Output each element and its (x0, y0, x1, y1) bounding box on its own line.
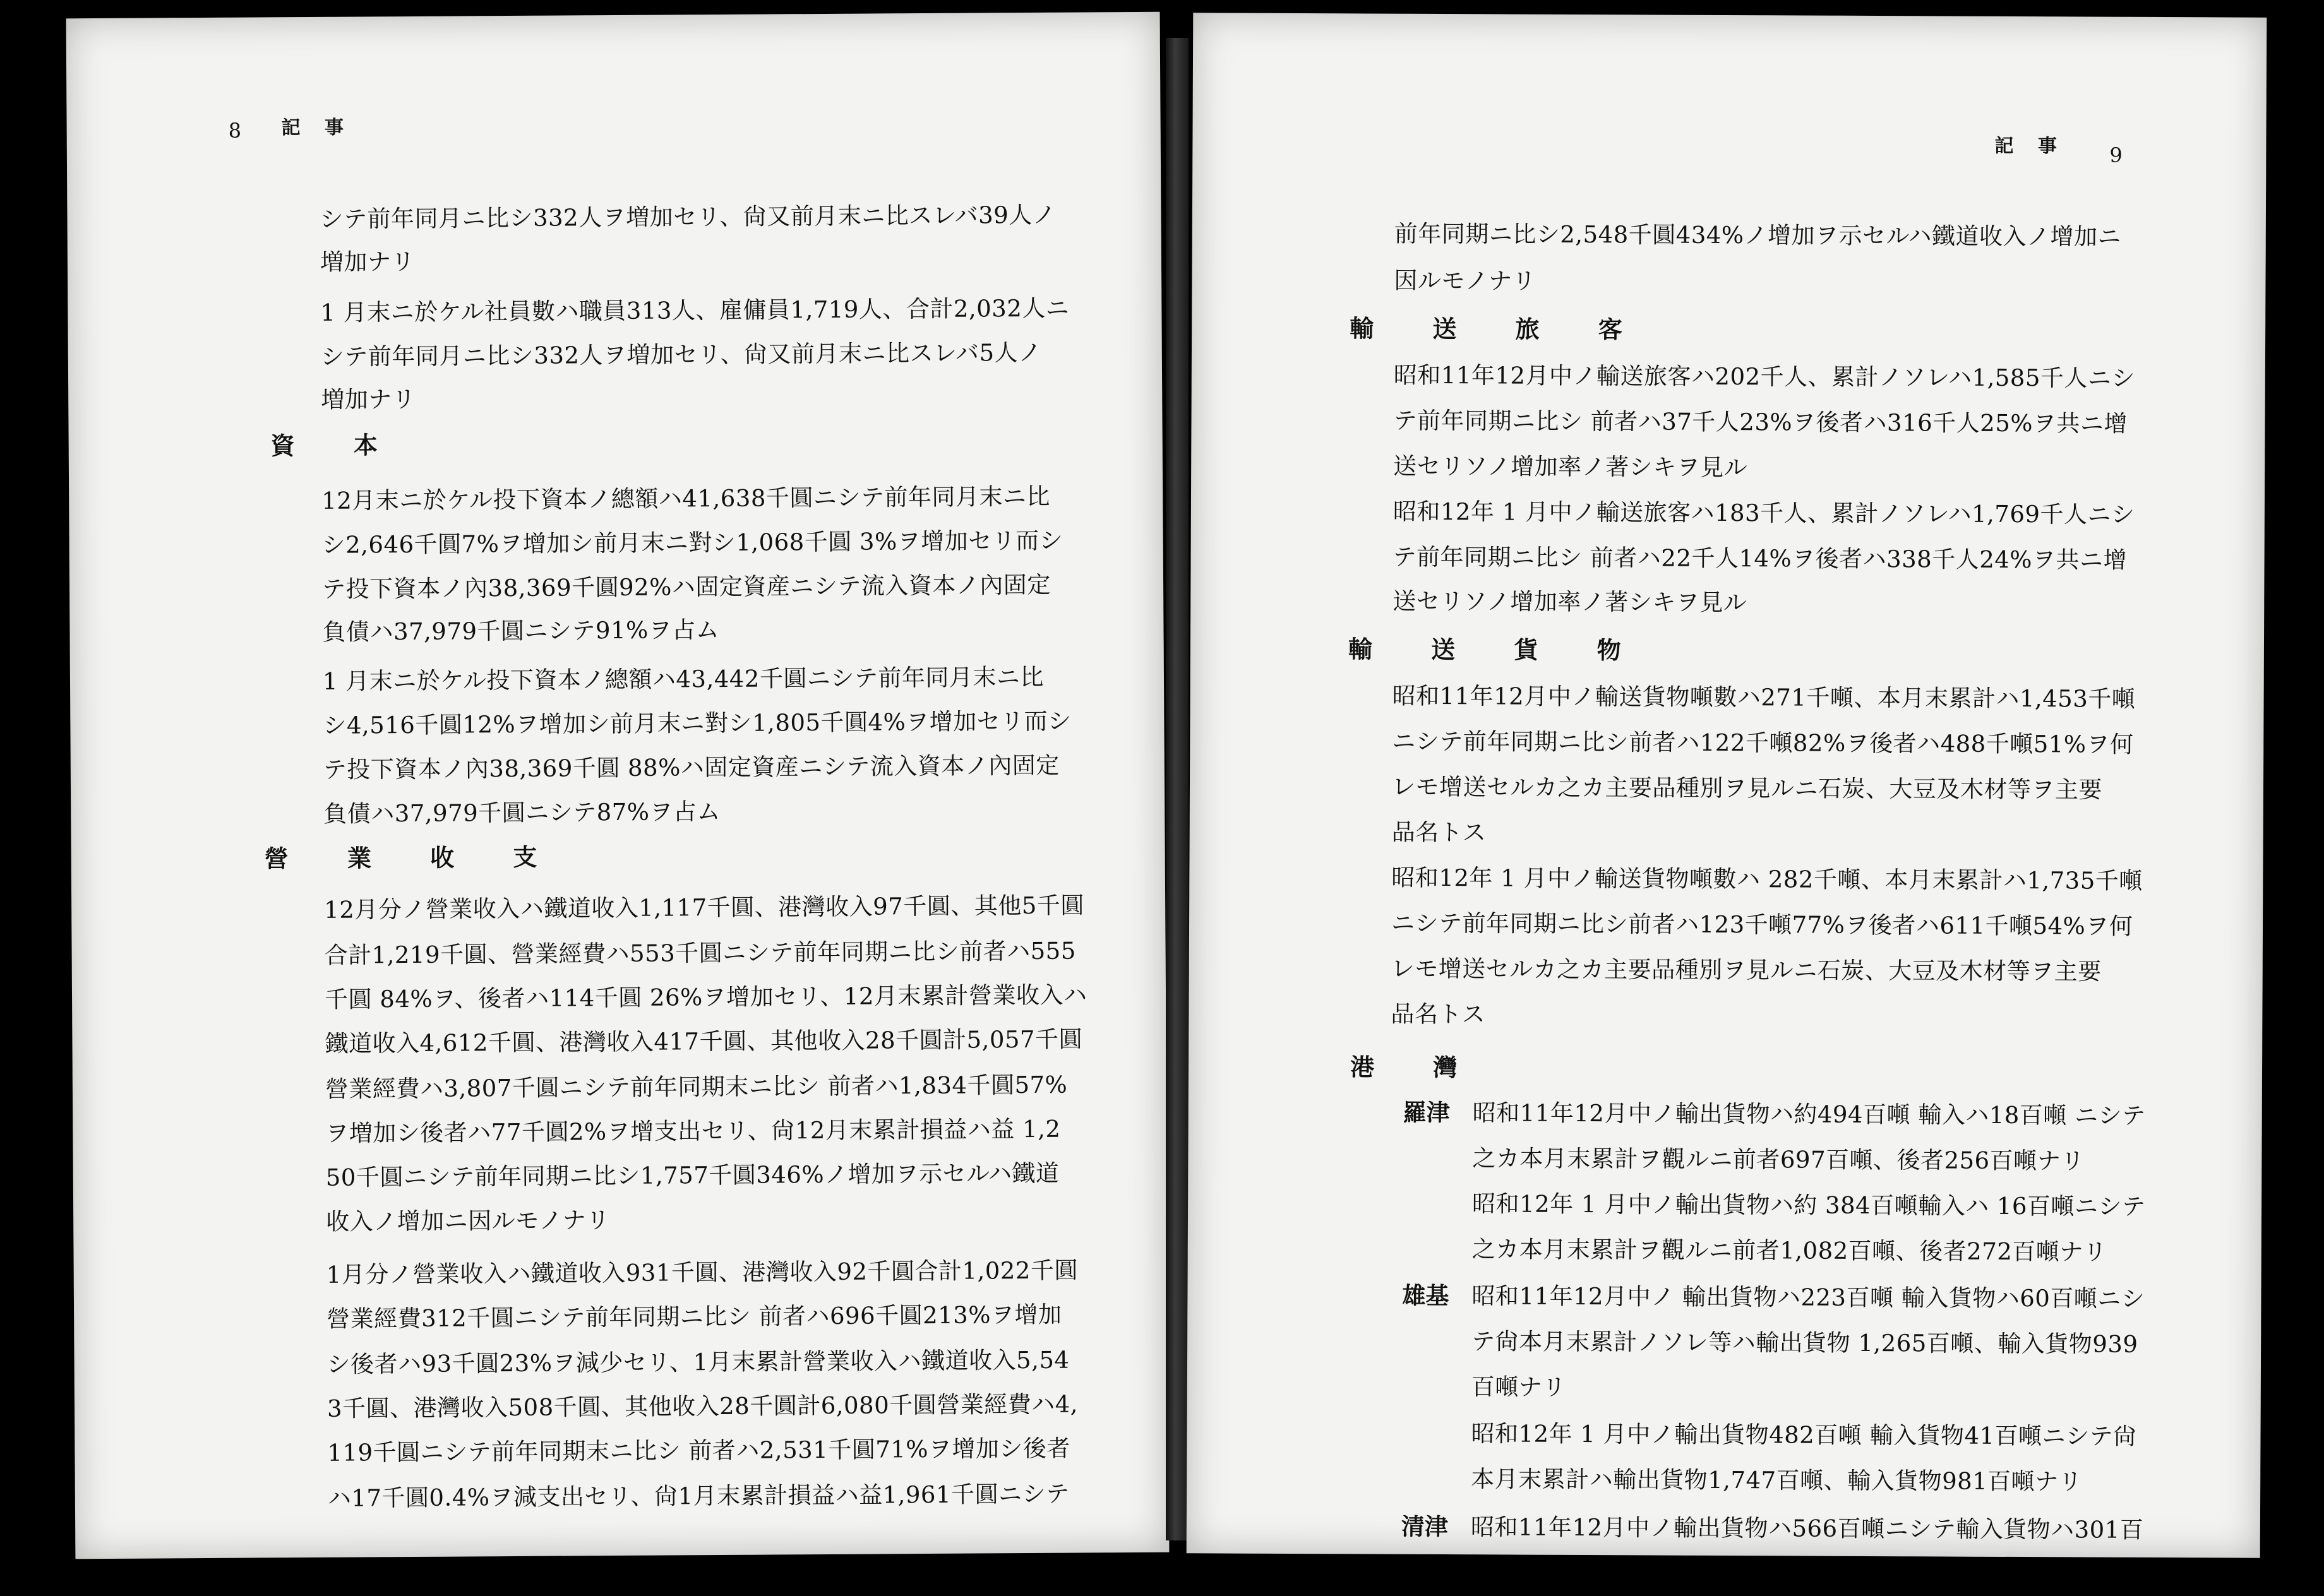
text-line: 之カ本月末累計ヲ觀ルニ前者697百噸、後者256百噸ナリ (1472, 1145, 2085, 1175)
text-line: 昭和11年12月中ノ輸出貨物ハ約494百噸 輸入ハ18百噸 ニシテ (1472, 1099, 2146, 1129)
text-line: 百噸ナリ (1471, 1373, 1566, 1401)
text-line: 品名トス (1391, 818, 1487, 847)
section-heading: 港 灣 (1350, 1052, 1483, 1082)
text-line: 送セリソノ增加率ノ著シキヲ見ル (1393, 452, 1748, 482)
book-spine (1166, 38, 1189, 1540)
text-line: 昭和11年12月中ノ 輸出貨物ハ223百噸 輸入貨物ハ60百噸ニシ (1471, 1282, 2145, 1313)
text-line: シテ前年同月ニ比シ332人ヲ増加セリ、尙又前月末ニ比スレバ39人ノ (320, 201, 1057, 233)
text-line: 品名トス (1391, 1000, 1486, 1028)
section-heading: 資 本 (270, 431, 404, 460)
text-line: 送セリソノ增加率ノ著シキヲ見ル (1393, 587, 1747, 617)
text-line: テ投下資本ノ內38,369千圓92%ハ固定資産ニシテ流入資本ノ內固定 (321, 571, 1051, 603)
text-line: レモ增送セルカ之カ主要品種別ヲ見ルニ石炭、大豆及木材等ヲ主要 (1391, 773, 2103, 804)
left-page (66, 12, 1170, 1559)
text-line: 昭和12年 1 月中ノ輸送旅客ハ183千人、累計ノソレハ1,769千人ニシ (1393, 497, 2135, 528)
text-line: 1月分ノ營業收入ハ鐵道收入931千圓、港灣收入92千圓合計1,022千圓 (326, 1256, 1079, 1289)
port-label: 羅津 (1403, 1098, 1450, 1127)
text-line: 鐵道收入4,612千圓、港灣收入417千圓、其他收入28千圓計5,057千圓 (325, 1025, 1083, 1057)
section-heading: 輸 送 旅 客 (1350, 314, 1648, 344)
page-number: 8 (228, 118, 242, 143)
text-line: テ前年同期ニ比シ 前者ハ37千人23%ヲ後者ハ316千人25%ヲ共ニ增 (1393, 407, 2128, 438)
text-line: 昭和11年12月中ノ輸送旅客ハ202千人、累計ノソレハ1,585千人ニシ (1393, 361, 2136, 392)
text-line: 本月末累計ハ輸出貨物1,747百噸、輸入貨物981百噸ナリ (1471, 1465, 2083, 1496)
text-line: 119千圓ニシテ前年同期末ニ比シ 前者ハ2,531千圓71%ヲ增加シ後者 (327, 1434, 1071, 1467)
text-line: テ前年同期ニ比シ 前者ハ22千人14%ヲ後者ハ338千人24%ヲ共ニ增 (1393, 543, 2128, 574)
right-page (1187, 13, 2267, 1557)
text-line: 合計1,219千圓、營業經費ハ553千圓ニシテ前年同期ニ比シ前者ハ555 (324, 937, 1076, 969)
text-line: シ2,646千圓7%ヲ增加シ前月末ニ對シ1,068千圓 3%ヲ增加セリ而シ (321, 527, 1063, 559)
page-number: 9 (2109, 143, 2123, 167)
text-line: 昭和12年 1 月中ノ輸出貨物482百噸 輸入貨物41百噸ニシテ尙 (1471, 1420, 2137, 1450)
text-line: 12月分ノ營業收入ハ鐵道收入1,117千圓、港灣收入97千圓、其他5千圓 (324, 891, 1084, 924)
text-line: 50千圓ニシテ前年同期ニ比シ1,757千圓346%ノ增加ヲ示セルハ鐵道 (325, 1159, 1060, 1191)
text-line: 之カ本月末累計ヲ觀ルニ前者1,082百噸、後者272百噸ナリ (1471, 1236, 2107, 1266)
text-line: テ投下資本ノ內38,369千圓 88%ハ固定資産ニシテ流入資本ノ內固定 (323, 751, 1060, 783)
text-line: 前年同期ニ比シ2,548千圓434%ノ增加ヲ示セルハ鐵道收入ノ增加ニ (1394, 220, 2122, 251)
running-head: 記 事 (281, 116, 353, 140)
port-label: 清津 (1401, 1512, 1448, 1541)
text-line: 營業經費312千圓ニシテ前年同期ニ比シ 前者ハ696千圓213%ヲ增加 (326, 1301, 1062, 1333)
text-line: 負債ハ37,979千圓ニシテ87%ヲ占ム (323, 798, 721, 828)
text-line: ニシテ前年同期ニ比シ前者ハ122千噸82%ヲ後者ハ488千噸51%ヲ何 (1392, 727, 2134, 758)
text-line: ニシテ前年同期ニ比シ前者ハ123千噸77%ヲ後者ハ611千噸54%ヲ何 (1391, 909, 2133, 940)
text-line: 増加ナリ (321, 385, 416, 414)
text-line: レモ增送セルカ之カ主要品種別ヲ見ルニ石炭、大豆及木材等ヲ主要 (1391, 955, 2102, 986)
text-line: シ4,516千圓12%ヲ增加シ前月末ニ對シ1,805千圓4%ヲ增加セリ而シ (323, 707, 1072, 739)
text-line: 12月末ニ於ケル投下資本ノ總額ハ41,638千圓ニシテ前年同月末ニ比 (321, 482, 1051, 515)
section-heading: 營 業 收 支 (264, 842, 563, 873)
section-heading: 輸 送 貨 物 (1348, 634, 1646, 665)
text-line: ヲ増加シ後者ハ77千圓2%ヲ增支出セリ、尙12月末累計損益ハ益 1,2 (325, 1115, 1061, 1147)
text-line: 昭和12年 1 月中ノ輸出貨物ハ約 384百噸輸入ハ 16百噸ニシテ (1472, 1190, 2146, 1220)
text-line: 負債ハ37,979千圓ニシテ91%ヲ占ム (322, 616, 720, 646)
running-head: 記 事 (1994, 134, 2066, 158)
text-line: 1 月末ニ於ケル社員數ハ職員313人、雇傭員1,719人、合計2,032人ニ (320, 294, 1070, 326)
text-line: シテ前年同月ニ比シ332人ヲ増加セリ、尙又前月末ニ比スレバ5人ノ (320, 338, 1042, 371)
text-line: 増加ナリ (320, 247, 416, 276)
text-line: シ後者ハ93千圓23%ヲ減少セリ、1月末累計營業收入ハ鐵道收入5,54 (326, 1346, 1070, 1378)
text-line: 收入ノ增加ニ因ルモノナリ (326, 1206, 610, 1236)
text-line: 1 月末ニ於ケル投下資本ノ總額ハ43,442千圓ニシテ前年同月末ニ比 (322, 663, 1045, 695)
text-line: 昭和12年 1 月中ノ輸送貨物噸數ハ 282千噸、本月末累計ハ1,735千噸 (1391, 864, 2143, 895)
port-label: 雄基 (1402, 1281, 1449, 1310)
text-line: 3千圓、港灣收入508千圓、其他收入28千圓計6,080千圓營業經費ハ4, (326, 1390, 1079, 1422)
text-line: 營業經費ハ3,807千圓ニシテ前年同期末ニ比シ 前者ハ1,834千圓57% (325, 1071, 1068, 1103)
text-line: 因ルモノナリ (1394, 266, 1536, 295)
text-line: ハ17千圓0.4%ヲ減支出セリ、尙1月末累計損益ハ益1,961千圓ニシテ (327, 1480, 1070, 1512)
text-line: 昭和11年12月中ノ輸送貨物噸數ハ271千噸、本月末累計ハ1,453千噸 (1392, 682, 2136, 713)
text-line: 昭和11年12月中ノ輸出貨物ハ566百噸ニシテ輸入貨物ハ301百 (1470, 1513, 2144, 1544)
text-line: 千圓 84%ヲ、後者ハ114千圓 26%ヲ增加セリ、12月末累計營業收入ハ (324, 981, 1087, 1013)
text-line: テ尙本月末累計ノソレ等ハ輸出貨物 1,265百噸、輸入貨物939 (1471, 1328, 2138, 1358)
